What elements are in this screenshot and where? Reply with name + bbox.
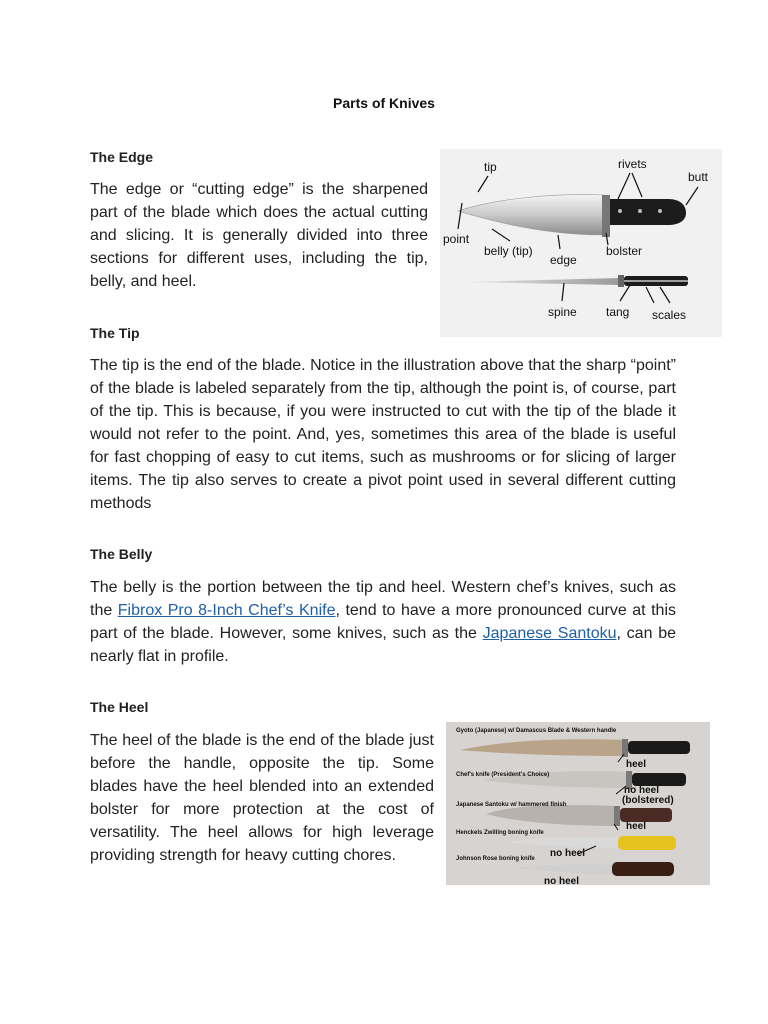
top-view-bolster (618, 275, 624, 287)
belly-text-3: , can be nearly flat in profile. (90, 625, 677, 665)
label-rivets: rivets (618, 157, 647, 171)
page-title: Parts of Knives (333, 95, 435, 111)
top-view-blade (464, 278, 620, 285)
knife-anatomy-figure (440, 149, 722, 337)
knife-anatomy-diagram (440, 149, 722, 337)
tag-heel-gyoto: heel (626, 759, 647, 770)
side-view-bolster (602, 195, 610, 237)
rivet-2 (638, 209, 642, 213)
knife-1-handle (628, 741, 690, 754)
knife-3-bolster (614, 806, 620, 826)
rivet-1 (618, 209, 622, 213)
label-butt: butt (688, 170, 709, 184)
label-point: point (443, 232, 470, 246)
label-bolster: bolster (606, 244, 643, 258)
heading-the-heel: The Heel (90, 699, 149, 715)
paragraph-tip: The tip is the end of the blade. Notice in the illustration above that the sharp “point” of the blade is labeled separately from the tip, although the point is, of course, part of the tip. This is because, if you were instructed to cut with the tip of the blade it would not refer to the point. And, yes, sometimes this area of the blade is useful for fast chopping of easy to cut items, such as mushrooms or for slicing of larger items. The tip also serves to create a pivot point used in several different cutting methods (90, 357, 676, 512)
link-japanese-santoku[interactable]: Japanese Santoku (482, 625, 617, 642)
rivet-3 (658, 209, 662, 213)
belly-text-1: The belly is the portion between the tip and heel. Western chef’s knives, such as the (90, 579, 676, 619)
caption-johnson-rose: Johnson Rose boning knife (456, 856, 535, 862)
paragraph-edge: The edge or “cutting edge” is the sharpened part of the blade which does the actual cutting and slicing. It is generally divided into three sections for different uses, including the tip, belly, and heel. (90, 181, 428, 290)
heading-the-belly: The Belly (90, 546, 153, 562)
knife-3-handle (620, 808, 672, 822)
top-view-tang (624, 280, 688, 282)
tag-heel-santoku: heel (626, 821, 647, 832)
heading-the-edge: The Edge (90, 149, 154, 165)
side-view-blade (458, 195, 604, 235)
knife-comparison-photo (446, 722, 710, 885)
tag-bolstered: (bolstered) (622, 795, 674, 806)
label-scales: scales (652, 308, 687, 322)
label-edge: edge (550, 253, 577, 267)
label-tang: tang (606, 305, 630, 319)
label-tip: tip (484, 160, 497, 174)
tag-no-heel-johnson: no heel (544, 876, 580, 885)
caption-gyoto: Gyoto (Japanese) w/ Damascus Blade & Western handle (456, 728, 617, 734)
belly-text-2: , tend to have a more pronounced curve at this part of the blade. However, some knives, such as the (90, 602, 677, 642)
paragraph-belly (90, 576, 676, 668)
caption-henckels: Henckels Zwilling boning knife (456, 830, 544, 836)
knife-1-bolster (622, 739, 628, 757)
tag-no-heel-chefs: no heel (624, 785, 660, 796)
caption-chefs-knife: Chef's knife (President's Choice) (456, 772, 550, 778)
heading-the-tip: The Tip (90, 325, 140, 341)
knife-5-handle (612, 862, 674, 876)
paragraph-heel: The heel of the blade is the end of the blade just before the handle, opposite the tip. Some blades have the heel blended into an extended bolster for more protection at the cost of versatility. The heel allows for high leverage providing strength for heavy cutting chores. (90, 732, 434, 864)
tag-no-heel-henckels: no heel (550, 848, 586, 859)
knife-4-handle (618, 836, 676, 850)
caption-santoku: Japanese Santoku w/ hammered finish (456, 802, 567, 808)
label-spine: spine (548, 305, 577, 319)
label-belly: belly (tip) (484, 244, 533, 258)
knife-comparison-illustration (446, 722, 710, 885)
link-fibrox-chefs-knife[interactable]: Fibrox Pro 8-Inch Chef’s Knife (117, 602, 336, 619)
